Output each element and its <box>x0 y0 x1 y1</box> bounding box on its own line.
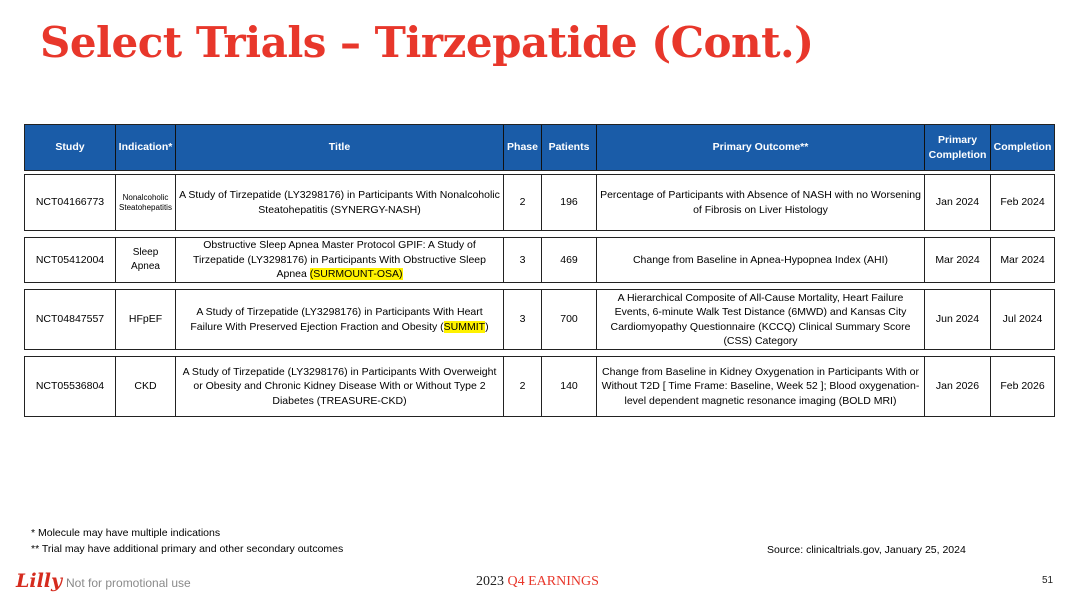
event-accent: Q4 EARNINGS <box>507 574 599 589</box>
indication: Sleep Apnea <box>116 238 176 282</box>
table-row <box>24 356 1055 417</box>
header-indication: Indication* <box>116 125 176 170</box>
trial-title <box>176 175 504 230</box>
primary-outcome: Percentage of Participants with Absence of NASH with no Worsening of Fibrosis on Liver Histology <box>597 175 925 230</box>
patients: 469 <box>542 238 597 282</box>
indication: Nonalcoholic Steatohepatitis <box>116 175 176 230</box>
patients: 140 <box>542 357 597 416</box>
completion: Feb 2024 <box>1000 196 1045 209</box>
footnote-molecule: * Molecule may have multiple indications <box>31 527 221 539</box>
primary-completion: Jun 2024 <box>925 290 991 349</box>
header-patients: Patients <box>542 125 597 170</box>
study-id: NCT05536804 <box>25 357 116 416</box>
trial-title-text: A Study of Tirzepatide (LY3298176) in Participants With Overweight or Obesity and Chronic Kidney Disease With or Without Type 2 Diabetes (TREASURE-CKD) <box>182 365 497 407</box>
completion: Mar 2024 <box>1000 253 1045 266</box>
trial-title-text: Obstructive Sleep Apnea Master Protocol GPIF: A Study of Tirzepatide (LY3298176) in Participants With Obstructive Sleep Apnea <box>193 239 486 281</box>
trial-title-suffix: ) <box>485 320 489 333</box>
trial-title-text: A Study of Tirzepatide (LY3298176) in Participants With Nonalcoholic Steatohepatitis (SYNERGY-NASH) <box>179 189 500 216</box>
trial-acronym-highlight: SUMMIT <box>443 320 486 333</box>
footnote-outcomes: ** Trial may have additional primary and other secondary outcomes <box>31 542 344 555</box>
trial-title <box>176 357 504 416</box>
disclaimer: Not for promotional use <box>66 576 191 590</box>
completion: Feb 2026 <box>1000 380 1045 393</box>
patients: 700 <box>542 290 597 349</box>
event-prefix: 2023 <box>476 574 508 589</box>
patients: 196 <box>542 175 597 230</box>
primary-outcome: A Hierarchical Composite of All-Cause Mortality, Heart Failure Events, 6-minute Walk Test Distance (6MWD) and Kansas City Cardiomyopathy Questionnaire (KCCQ) Clinical Summary Score (CSS) Category <box>597 290 925 349</box>
completion: Jul 2024 <box>1002 313 1043 326</box>
header-phase: Phase <box>504 125 542 170</box>
primary-completion: Jan 2024 <box>925 175 991 230</box>
header-study: Study <box>25 125 116 170</box>
table-row <box>24 289 1055 350</box>
primary-outcome: Change from Baseline in Kidney Oxygenation in Participants With or Without T2D [ Time Frame: Baseline, Week 52 ]; Blood oxygenation-level dependent magnetic resonance imaging (BOLD MRI) <box>597 357 925 416</box>
table-row <box>24 174 1055 231</box>
slide-title: Select Trials – Tirzepatide (Cont.) <box>40 18 814 67</box>
header-primary-outcome: Primary Outcome** <box>597 125 925 170</box>
phase: 2 <box>504 175 542 230</box>
primary-completion: Mar 2024 <box>925 238 991 282</box>
header-primary-completion: Primary Completion <box>925 125 991 170</box>
header-completion: Completion <box>993 141 1052 154</box>
indication: CKD <box>116 357 176 416</box>
phase: 2 <box>504 357 542 416</box>
indication: HFpEF <box>116 290 176 349</box>
trials-table <box>24 124 1055 423</box>
table-header-row <box>24 124 1055 171</box>
primary-completion: Jan 2026 <box>925 357 991 416</box>
phase: 3 <box>504 290 542 349</box>
study-id: NCT04166773 <box>25 175 116 230</box>
study-id: NCT05412004 <box>25 238 116 282</box>
page-number: 51 <box>1042 575 1054 586</box>
trial-title-text: A Study of Tirzepatide (LY3298176) in Participants With Heart Failure With Preserved Ejection Fraction and Obesity ( <box>190 306 483 333</box>
table-row <box>24 237 1055 283</box>
header-title: Title <box>176 125 504 170</box>
footnotes <box>31 526 343 558</box>
source-citation: Source: clinicaltrials.gov, January 25, 2024 <box>767 544 966 556</box>
phase: 3 <box>504 238 542 282</box>
lilly-logo: Lilly <box>16 570 63 592</box>
study-id: NCT04847557 <box>25 290 116 349</box>
trial-acronym-highlight: (SURMOUNT-OSA) <box>309 268 403 281</box>
trial-title <box>176 238 504 282</box>
primary-outcome: Change from Baseline in Apnea-Hypopnea Index (AHI) <box>597 238 925 282</box>
trial-title <box>176 290 504 349</box>
event-label <box>476 574 599 590</box>
